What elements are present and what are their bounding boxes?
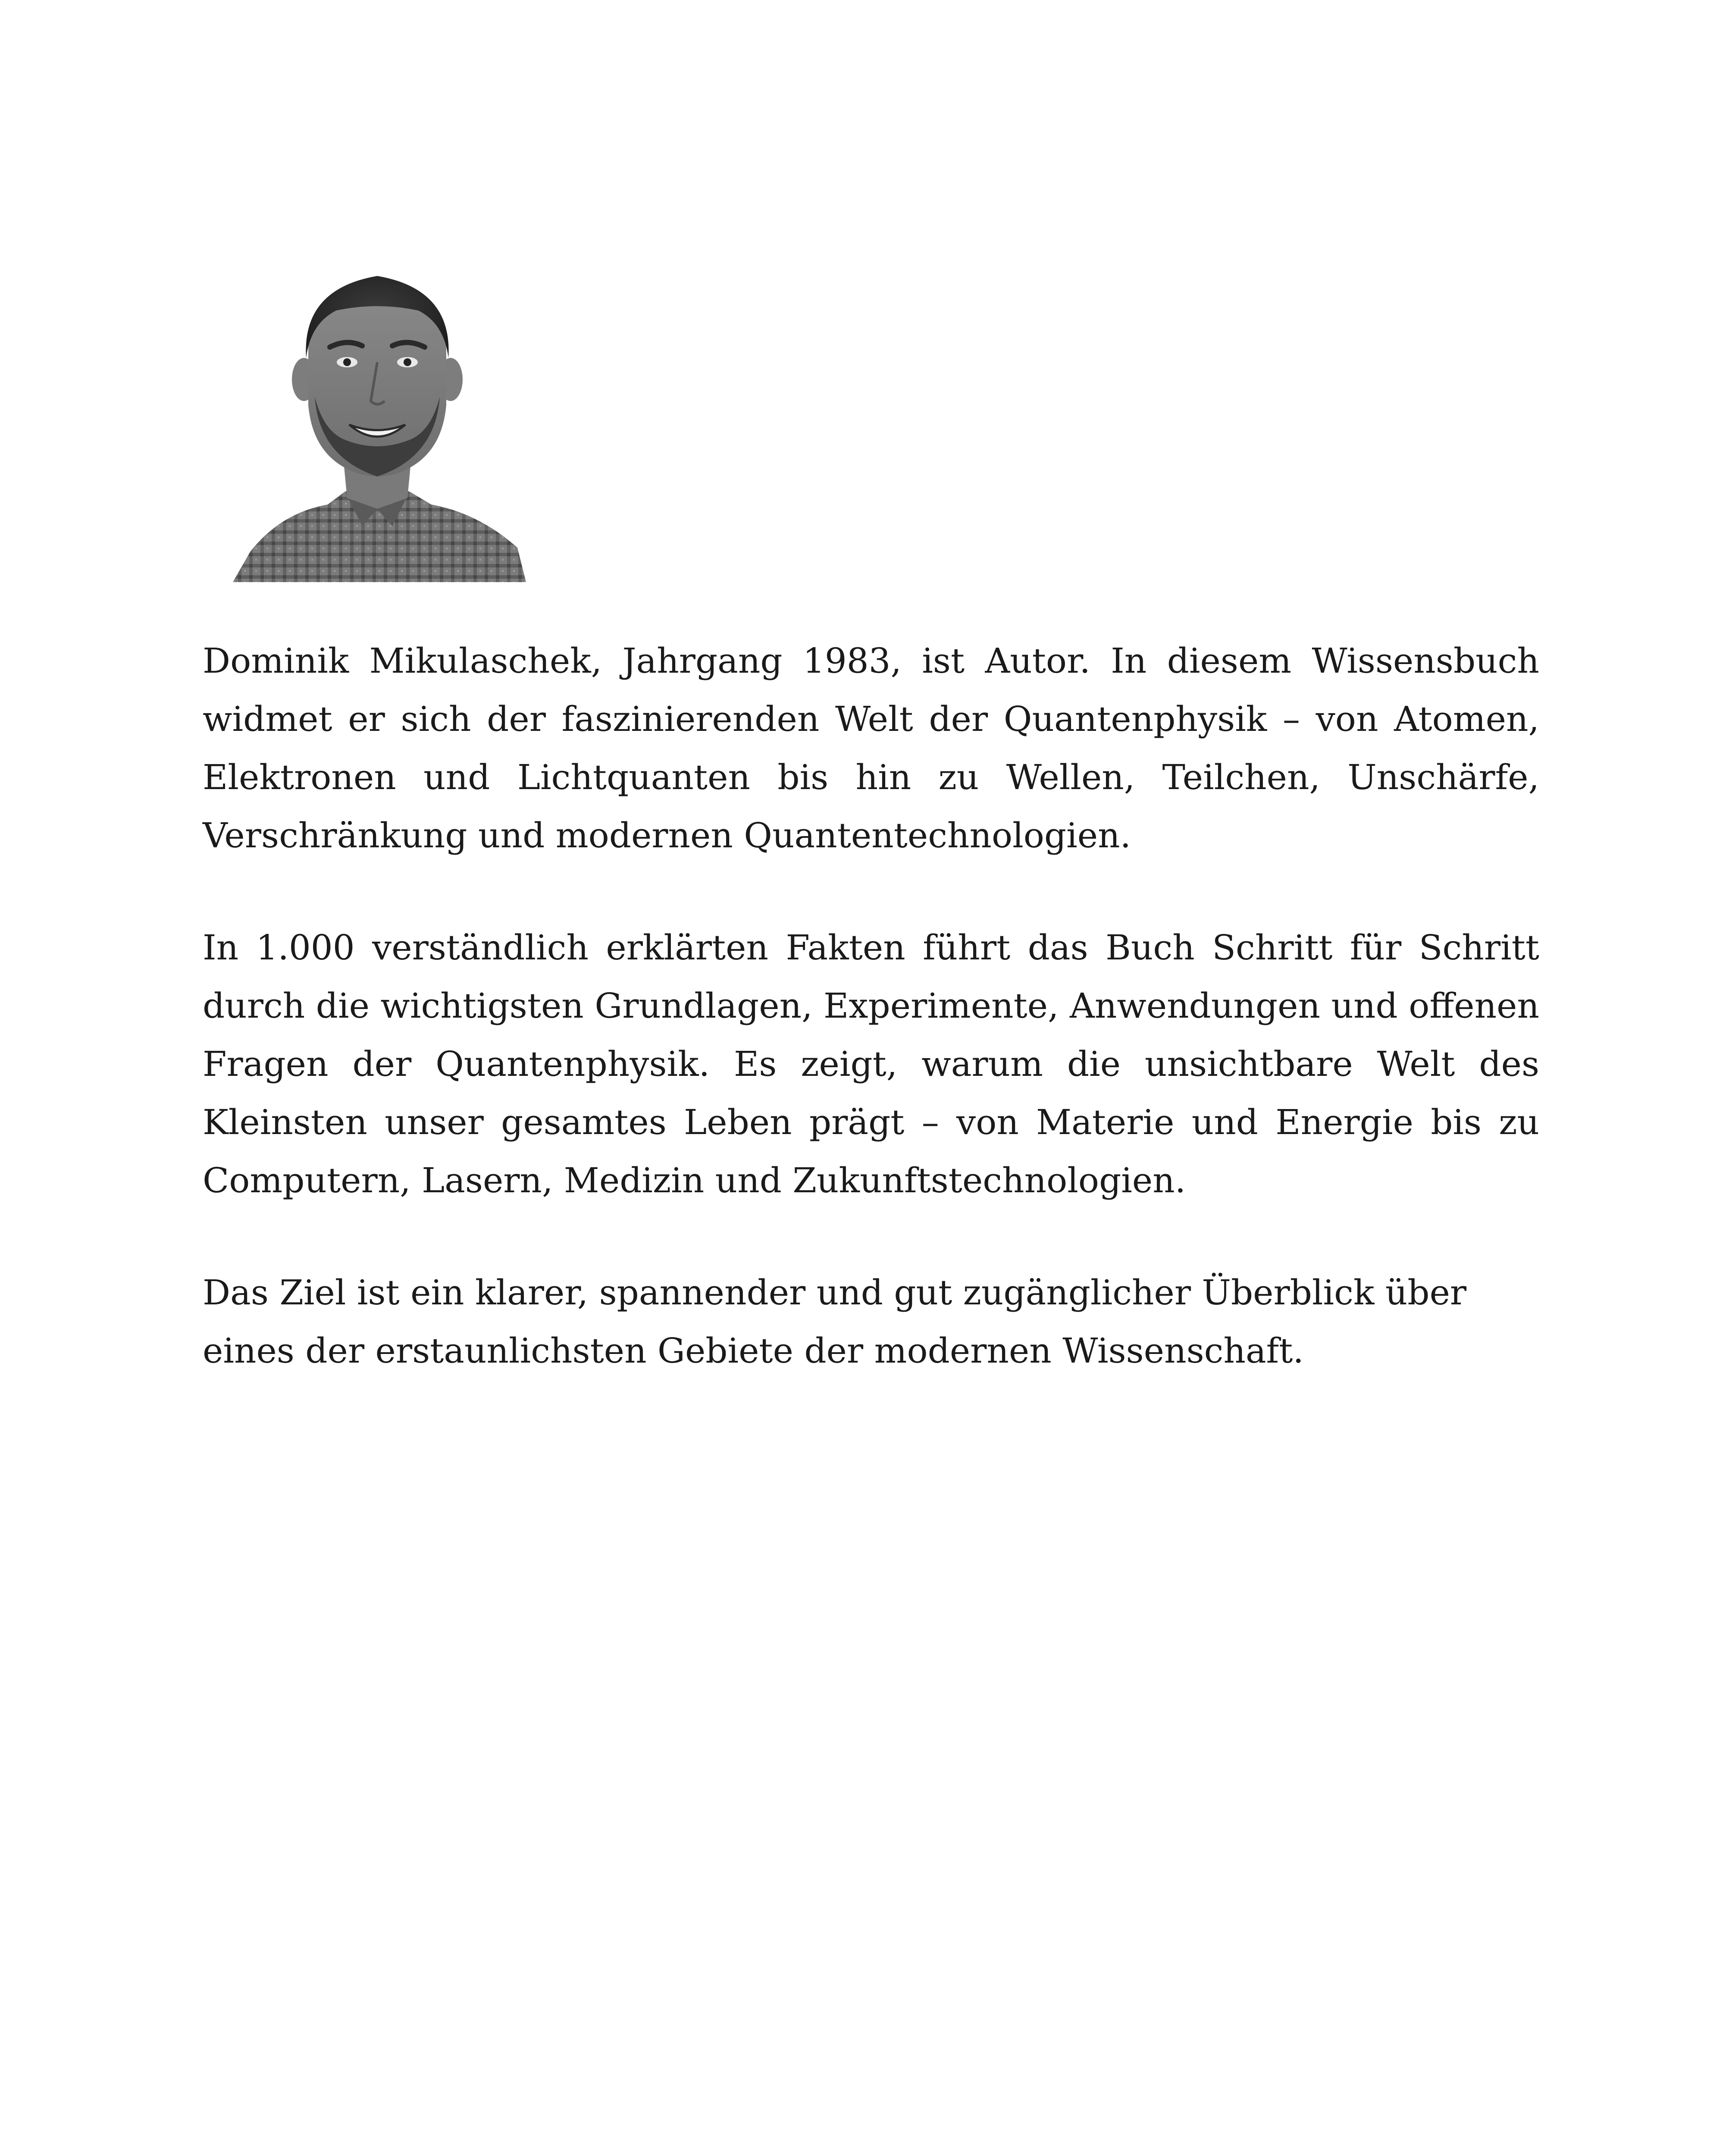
author-photo [216, 250, 539, 582]
bio-paragraph: Dominik Mikulaschek, Jahrgang 1983, ist Autor. In diesem Wissensbuch widmet er sich der faszinierenden Welt der Quantenphysik – von Atomen, Elektronen und Lichtquanten bis hin zu Wellen, Teilchen, Unschärfe, Verschränkung und modernen Quantentechnologien. [203, 641, 1539, 856]
author-bio [203, 632, 1539, 1434]
bio-paragraph: In 1.000 verständlich erklärten Fakten führt das Buch Schritt für Schritt durch die wichtigsten Grundlagen, Experimente, Anwendungen und offenen Fragen der Quantenphysik. Es zeigt, warum die unsichtbare Welt des Kleinsten unser gesamtes Leben prägt – von Materie und Energie bis zu Computern, Lasern, Medizin und Zukunftstechnologien. [203, 928, 1539, 1200]
bio-paragraph: Das Ziel ist ein klarer, spannender und gut zugänglicher Überblick über eines der erstaunlichsten Gebiete der modernen Wissenschaft. [203, 1272, 1467, 1371]
